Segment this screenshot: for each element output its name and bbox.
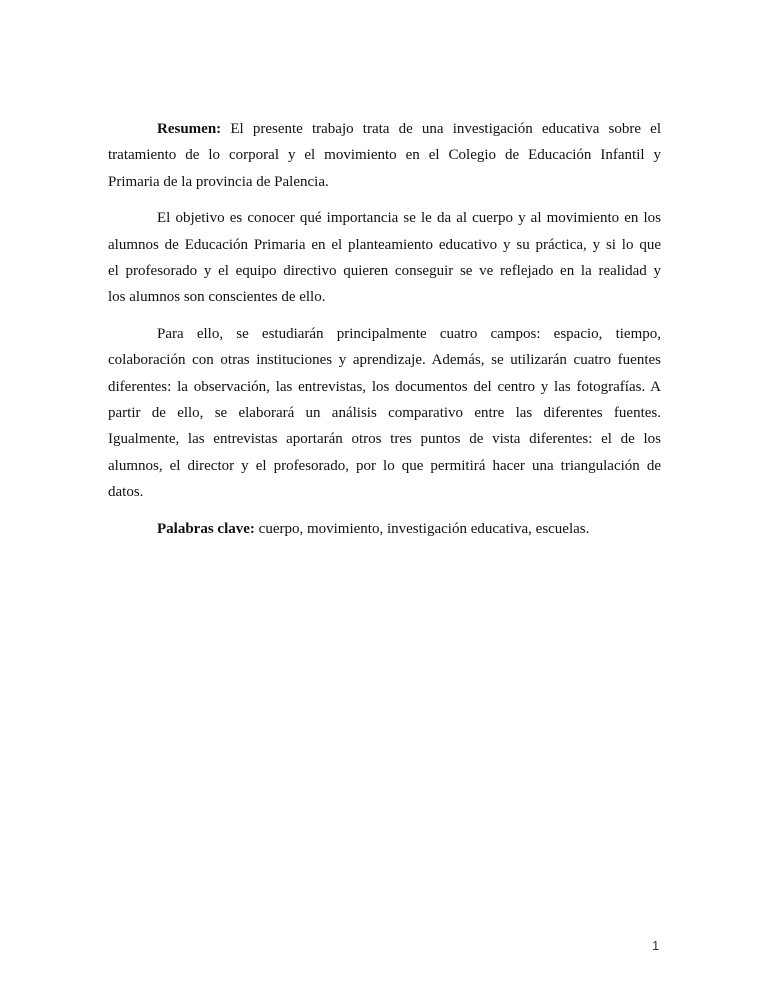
- text-line: Para ello, se estudiarán principalmente cuatro campos: espacio, tiempo,: [157, 325, 661, 342]
- text-line: los alumnos son conscientes de ello.: [108, 289, 326, 306]
- text-line-content: cuerpo, movimiento, investigación educativa, escuelas.: [254, 520, 590, 537]
- text-line: partir de ello, se elaborará un análisis comparativo entre las diferentes fuentes.: [108, 405, 661, 422]
- text-line: alumnos, el director y el profesorado, por lo que permitirá hacer una triangulación de: [108, 457, 661, 474]
- text-line: [108, 116, 661, 142]
- text-line: alumnos de Educación Primaria en el planteamiento educativo y su práctica, y si lo que: [108, 236, 661, 253]
- text-line: Primaria de la provincia de Palencia.: [108, 173, 329, 190]
- text-line: el profesorado y el equipo directivo quieren conseguir se ve reflejado en la realidad y: [108, 263, 661, 280]
- text-line: [108, 516, 661, 542]
- text-line: Igualmente, las entrevistas aportarán otros tres puntos de vista diferentes: el de los: [108, 431, 661, 448]
- page-number: 1: [652, 938, 660, 953]
- text-line: datos.: [108, 484, 144, 501]
- method-paragraph: [108, 321, 661, 506]
- text-line: diferentes: la observación, las entrevistas, los documentos del centro y las fotografías. A: [108, 378, 661, 395]
- document-body: [108, 116, 661, 552]
- abstract-label: Resumen:: [157, 121, 222, 137]
- text-line: El objetivo es conocer qué importancia se le da al cuerpo y al movimiento en los: [157, 210, 661, 227]
- abstract-paragraph: [108, 116, 661, 195]
- keywords-paragraph: [108, 516, 661, 542]
- objective-paragraph: [108, 205, 661, 311]
- keywords-label: Palabras clave:: [157, 520, 255, 537]
- text-line-content: El presente trabajo trata de una investigación educativa sobre el: [221, 121, 661, 137]
- text-line: colaboración con otras instituciones y aprendizaje. Además, se utilizarán cuatro fuentes: [108, 352, 661, 369]
- text-line: tratamiento de lo corporal y el movimiento en el Colegio de Educación Infantil y: [108, 147, 661, 164]
